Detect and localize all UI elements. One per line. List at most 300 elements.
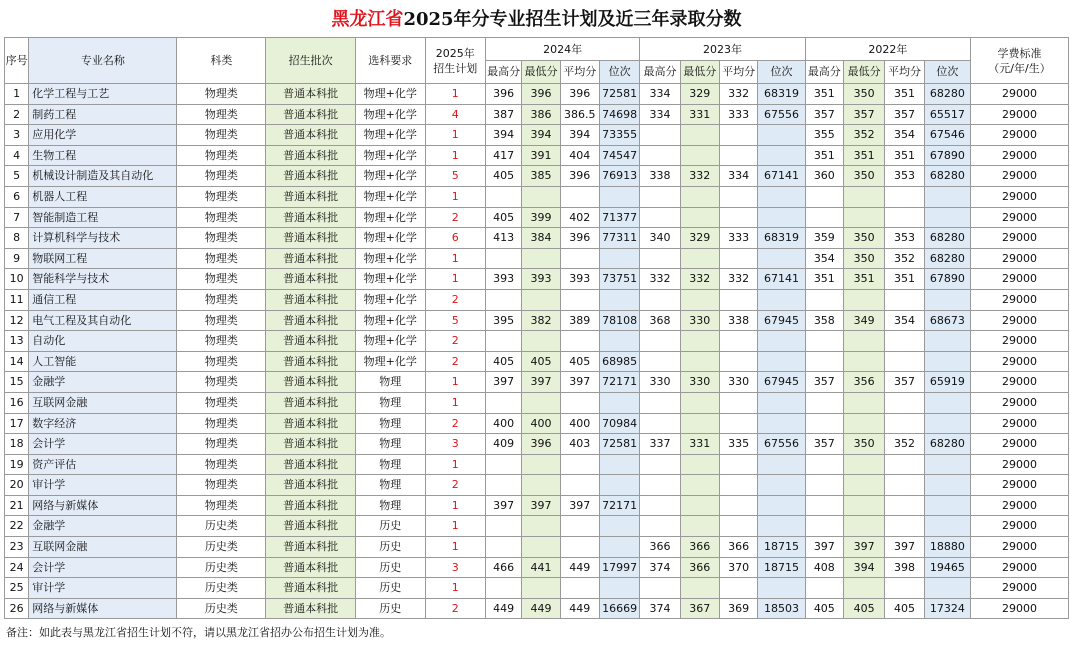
table-row (5, 248, 1069, 269)
admission-table (4, 37, 1069, 619)
y23-avg: 332 (719, 269, 757, 290)
admission-batch: 普通本科批 (266, 475, 356, 496)
y23-rank (758, 186, 805, 207)
subject-type: 物理类 (177, 207, 266, 228)
admission-batch: 普通本科批 (266, 104, 356, 125)
y23-min (680, 186, 719, 207)
admission-batch: 普通本科批 (266, 413, 356, 434)
y22-avg: 352 (885, 434, 924, 455)
y23-min (680, 145, 719, 166)
y24-avg: 394 (560, 125, 599, 146)
y23-min (680, 392, 719, 413)
y24-rank (599, 578, 639, 599)
y22-max: 358 (805, 310, 843, 331)
y23-rank: 18503 (758, 598, 805, 619)
row-index: 26 (5, 598, 29, 619)
subject-requirement: 物理 (355, 495, 425, 516)
y22-rank (924, 289, 970, 310)
y22-min (843, 516, 884, 537)
tuition-fee: 29000 (971, 495, 1069, 516)
y24-max: 394 (486, 125, 522, 146)
y24-rank: 70984 (599, 413, 639, 434)
row-index: 9 (5, 248, 29, 269)
major-name: 应用化学 (29, 125, 177, 146)
y22-avg: 351 (885, 269, 924, 290)
y23-avg (719, 186, 757, 207)
subject-requirement: 物理 (355, 454, 425, 475)
y23-min (680, 248, 719, 269)
tuition-fee: 29000 (971, 145, 1069, 166)
y24-avg (560, 578, 599, 599)
y23-rank (758, 495, 805, 516)
y22-min: 350 (843, 166, 884, 187)
y23-avg (719, 145, 757, 166)
major-name: 互联网金融 (29, 537, 177, 558)
major-name: 会计学 (29, 434, 177, 455)
y22-rank: 68280 (924, 84, 970, 105)
subject-requirement: 历史 (355, 516, 425, 537)
y22-max (805, 392, 843, 413)
table-row (5, 289, 1069, 310)
table-row (5, 495, 1069, 516)
table-row (5, 454, 1069, 475)
y24-max (486, 454, 522, 475)
y24-max: 449 (486, 598, 522, 619)
y24-rank (599, 186, 639, 207)
y23-avg: 330 (719, 372, 757, 393)
row-index: 11 (5, 289, 29, 310)
y24-rank (599, 289, 639, 310)
header-subject: 科类 (177, 38, 266, 84)
subject-type: 物理类 (177, 392, 266, 413)
y24-avg: 400 (560, 413, 599, 434)
row-index: 18 (5, 434, 29, 455)
y23-rank (758, 578, 805, 599)
y22-max (805, 207, 843, 228)
y23-avg (719, 475, 757, 496)
y24-max: 387 (486, 104, 522, 125)
y24-max: 396 (486, 84, 522, 105)
plan-count: 1 (425, 84, 486, 105)
plan-count: 2 (425, 331, 486, 352)
y23-max (640, 578, 680, 599)
table-body (5, 84, 1069, 619)
major-name: 金融学 (29, 372, 177, 393)
y23-max (640, 392, 680, 413)
y22-min: 357 (843, 104, 884, 125)
y24-min: 386 (522, 104, 560, 125)
y22-min: 350 (843, 434, 884, 455)
plan-count: 1 (425, 578, 486, 599)
plan-count: 2 (425, 207, 486, 228)
y23-min (680, 516, 719, 537)
table-row (5, 310, 1069, 331)
subject-requirement: 物理+化学 (355, 84, 425, 105)
subject-requirement: 物理+化学 (355, 331, 425, 352)
row-index: 5 (5, 166, 29, 187)
y24-max: 393 (486, 269, 522, 290)
y24-avg: 396 (560, 228, 599, 249)
major-name: 化学工程与工艺 (29, 84, 177, 105)
y22-rank (924, 351, 970, 372)
y24-min (522, 248, 560, 269)
y22-rank: 17324 (924, 598, 970, 619)
y24-rank: 77311 (599, 228, 639, 249)
y23-max: 330 (640, 372, 680, 393)
subject-type: 历史类 (177, 557, 266, 578)
y24-avg: 405 (560, 351, 599, 372)
subject-type: 历史类 (177, 537, 266, 558)
row-index: 23 (5, 537, 29, 558)
y24-avg (560, 516, 599, 537)
y24-max: 405 (486, 207, 522, 228)
y24-avg: 404 (560, 145, 599, 166)
subject-requirement: 物理+化学 (355, 289, 425, 310)
tuition-fee: 29000 (971, 537, 1069, 558)
subject-requirement: 物理 (355, 392, 425, 413)
y22-max: 354 (805, 248, 843, 269)
y22-rank: 19465 (924, 557, 970, 578)
y22-min (843, 331, 884, 352)
y23-min (680, 413, 719, 434)
y24-max: 466 (486, 557, 522, 578)
y23-max (640, 454, 680, 475)
y23-max: 334 (640, 84, 680, 105)
y22-avg: 398 (885, 557, 924, 578)
y22-min (843, 289, 884, 310)
y24-rank: 74547 (599, 145, 639, 166)
subject-requirement: 物理+化学 (355, 125, 425, 146)
header-min-2023: 最低分 (680, 61, 719, 84)
subject-type: 物理类 (177, 454, 266, 475)
y22-rank: 68673 (924, 310, 970, 331)
table-row (5, 372, 1069, 393)
y22-max: 397 (805, 537, 843, 558)
table-row (5, 166, 1069, 187)
y24-avg: 402 (560, 207, 599, 228)
y22-max: 405 (805, 598, 843, 619)
tuition-fee: 29000 (971, 186, 1069, 207)
major-name: 审计学 (29, 475, 177, 496)
y22-max (805, 454, 843, 475)
row-index: 20 (5, 475, 29, 496)
tuition-fee: 29000 (971, 598, 1069, 619)
subject-requirement: 历史 (355, 598, 425, 619)
tuition-fee: 29000 (971, 475, 1069, 496)
y22-max: 355 (805, 125, 843, 146)
y22-avg (885, 351, 924, 372)
subject-type: 历史类 (177, 598, 266, 619)
y24-rank (599, 516, 639, 537)
subject-requirement: 物理+化学 (355, 310, 425, 331)
header-fee-line1: 学费标准 (997, 46, 1042, 60)
y22-min (843, 392, 884, 413)
y24-avg (560, 537, 599, 558)
header-year-2024: 2024年 (486, 38, 640, 61)
tuition-fee: 29000 (971, 84, 1069, 105)
y24-min: 399 (522, 207, 560, 228)
y23-rank: 68319 (758, 84, 805, 105)
y22-rank: 65517 (924, 104, 970, 125)
row-index: 19 (5, 454, 29, 475)
y24-rank: 72581 (599, 434, 639, 455)
y24-min: 449 (522, 598, 560, 619)
tuition-fee: 29000 (971, 310, 1069, 331)
y22-avg (885, 186, 924, 207)
y22-max: 351 (805, 269, 843, 290)
y24-avg (560, 248, 599, 269)
header-rank-2024: 位次 (599, 61, 639, 84)
admission-batch: 普通本科批 (266, 454, 356, 475)
header-index: 序号 (5, 38, 29, 84)
y22-min (843, 413, 884, 434)
y24-rank (599, 537, 639, 558)
y23-min (680, 475, 719, 496)
tuition-fee: 29000 (971, 372, 1069, 393)
y22-min: 356 (843, 372, 884, 393)
y23-min: 330 (680, 310, 719, 331)
y22-min: 351 (843, 269, 884, 290)
y22-min (843, 186, 884, 207)
major-name: 资产评估 (29, 454, 177, 475)
y23-avg: 333 (719, 104, 757, 125)
y22-avg: 354 (885, 310, 924, 331)
admission-batch: 普通本科批 (266, 248, 356, 269)
tuition-fee: 29000 (971, 557, 1069, 578)
header-requirement: 选科要求 (355, 38, 425, 84)
y24-max (486, 537, 522, 558)
y22-avg: 397 (885, 537, 924, 558)
row-index: 12 (5, 310, 29, 331)
footnote: 备注：如此表与黑龙江省招生计划不符，请以黑龙江省招办公布招生计划为准。 (6, 626, 391, 639)
admission-batch: 普通本科批 (266, 186, 356, 207)
y23-rank (758, 351, 805, 372)
subject-type: 物理类 (177, 125, 266, 146)
y23-rank: 67556 (758, 104, 805, 125)
plan-count: 2 (425, 598, 486, 619)
row-index: 8 (5, 228, 29, 249)
y24-rank: 68985 (599, 351, 639, 372)
admission-batch: 普通本科批 (266, 434, 356, 455)
subject-requirement: 物理+化学 (355, 145, 425, 166)
y23-rank (758, 331, 805, 352)
tuition-fee: 29000 (971, 578, 1069, 599)
plan-count: 1 (425, 372, 486, 393)
table-row (5, 207, 1069, 228)
y22-avg (885, 392, 924, 413)
admission-batch: 普通本科批 (266, 145, 356, 166)
title-province: 黑龙江省 (331, 9, 404, 30)
tuition-fee: 29000 (971, 454, 1069, 475)
major-name: 自动化 (29, 331, 177, 352)
y23-avg (719, 331, 757, 352)
y24-rank: 71377 (599, 207, 639, 228)
major-name: 机械设计制造及其自动化 (29, 166, 177, 187)
y22-rank: 68280 (924, 248, 970, 269)
subject-requirement: 物理 (355, 475, 425, 496)
y22-rank: 67890 (924, 145, 970, 166)
y22-max (805, 289, 843, 310)
y22-max: 351 (805, 145, 843, 166)
table-row (5, 434, 1069, 455)
y23-max (640, 145, 680, 166)
y23-min: 367 (680, 598, 719, 619)
header-fee (971, 38, 1069, 84)
subject-type: 物理类 (177, 289, 266, 310)
subject-type: 物理类 (177, 84, 266, 105)
y22-avg (885, 207, 924, 228)
y22-avg: 357 (885, 104, 924, 125)
y23-max (640, 516, 680, 537)
y22-max (805, 495, 843, 516)
subject-type: 物理类 (177, 310, 266, 331)
y23-max: 374 (640, 598, 680, 619)
y24-min (522, 392, 560, 413)
y23-min: 331 (680, 434, 719, 455)
table-row (5, 578, 1069, 599)
admission-batch: 普通本科批 (266, 269, 356, 290)
y24-rank (599, 392, 639, 413)
y22-rank: 68280 (924, 228, 970, 249)
y23-max (640, 248, 680, 269)
plan-count: 1 (425, 516, 486, 537)
major-name: 生物工程 (29, 145, 177, 166)
y24-avg: 403 (560, 434, 599, 455)
y23-max: 366 (640, 537, 680, 558)
y22-avg (885, 331, 924, 352)
y23-min: 329 (680, 228, 719, 249)
major-name: 互联网金融 (29, 392, 177, 413)
y23-rank (758, 145, 805, 166)
major-name: 物联网工程 (29, 248, 177, 269)
y23-max (640, 207, 680, 228)
y22-rank (924, 454, 970, 475)
y22-min (843, 207, 884, 228)
y22-max (805, 351, 843, 372)
subject-requirement: 物理+化学 (355, 228, 425, 249)
y23-min (680, 351, 719, 372)
tuition-fee: 29000 (971, 413, 1069, 434)
y22-avg (885, 413, 924, 434)
row-index: 6 (5, 186, 29, 207)
table-row (5, 392, 1069, 413)
y22-min (843, 495, 884, 516)
header-plan-line2: 招生计划 (433, 61, 478, 75)
y22-rank: 67546 (924, 125, 970, 146)
subject-requirement: 历史 (355, 578, 425, 599)
y24-min: 400 (522, 413, 560, 434)
table-row (5, 475, 1069, 496)
y22-max: 408 (805, 557, 843, 578)
y24-max: 395 (486, 310, 522, 331)
y24-rank: 74698 (599, 104, 639, 125)
y22-min: 351 (843, 145, 884, 166)
y24-max (486, 578, 522, 599)
plan-count: 1 (425, 392, 486, 413)
y22-max (805, 516, 843, 537)
major-name: 网络与新媒体 (29, 598, 177, 619)
tuition-fee: 29000 (971, 392, 1069, 413)
y24-rank: 17997 (599, 557, 639, 578)
header-avg-2023: 平均分 (719, 61, 757, 84)
y23-rank (758, 207, 805, 228)
y22-max (805, 413, 843, 434)
y23-avg: 338 (719, 310, 757, 331)
subject-type: 物理类 (177, 228, 266, 249)
y22-min (843, 578, 884, 599)
y24-min: 384 (522, 228, 560, 249)
admission-batch: 普通本科批 (266, 578, 356, 599)
y24-min: 382 (522, 310, 560, 331)
row-index: 4 (5, 145, 29, 166)
y23-max: 334 (640, 104, 680, 125)
y24-min: 385 (522, 166, 560, 187)
y24-min (522, 537, 560, 558)
admission-batch: 普通本科批 (266, 310, 356, 331)
subject-type: 物理类 (177, 248, 266, 269)
y23-min: 366 (680, 557, 719, 578)
y24-min: 396 (522, 434, 560, 455)
y24-max: 405 (486, 351, 522, 372)
y23-rank: 18715 (758, 557, 805, 578)
row-index: 14 (5, 351, 29, 372)
subject-requirement: 历史 (355, 557, 425, 578)
y22-avg: 351 (885, 145, 924, 166)
y22-min: 352 (843, 125, 884, 146)
major-name: 智能科学与技术 (29, 269, 177, 290)
y22-max (805, 186, 843, 207)
y23-min (680, 454, 719, 475)
y24-rank (599, 331, 639, 352)
plan-count: 3 (425, 557, 486, 578)
row-index: 17 (5, 413, 29, 434)
y24-avg (560, 392, 599, 413)
table-row (5, 598, 1069, 619)
y23-max: 368 (640, 310, 680, 331)
y22-max: 357 (805, 104, 843, 125)
y22-avg (885, 495, 924, 516)
y22-avg (885, 454, 924, 475)
y24-avg (560, 289, 599, 310)
y23-min: 332 (680, 269, 719, 290)
plan-count: 4 (425, 104, 486, 125)
tuition-fee: 29000 (971, 228, 1069, 249)
row-index: 16 (5, 392, 29, 413)
page-title (0, 6, 1073, 34)
y24-max: 405 (486, 166, 522, 187)
plan-count: 1 (425, 495, 486, 516)
y24-max (486, 248, 522, 269)
y24-min: 393 (522, 269, 560, 290)
subject-requirement: 历史 (355, 537, 425, 558)
y24-rank: 72171 (599, 372, 639, 393)
row-index: 25 (5, 578, 29, 599)
y23-rank (758, 392, 805, 413)
y24-rank: 76913 (599, 166, 639, 187)
admission-batch: 普通本科批 (266, 372, 356, 393)
subject-requirement: 物理+化学 (355, 351, 425, 372)
admission-batch: 普通本科批 (266, 392, 356, 413)
admission-batch: 普通本科批 (266, 228, 356, 249)
header-max-2022: 最高分 (805, 61, 843, 84)
table-row (5, 516, 1069, 537)
y23-avg: 334 (719, 166, 757, 187)
tuition-fee: 29000 (971, 516, 1069, 537)
y24-max: 413 (486, 228, 522, 249)
table-row (5, 186, 1069, 207)
major-name: 数字经济 (29, 413, 177, 434)
y22-min: 350 (843, 228, 884, 249)
